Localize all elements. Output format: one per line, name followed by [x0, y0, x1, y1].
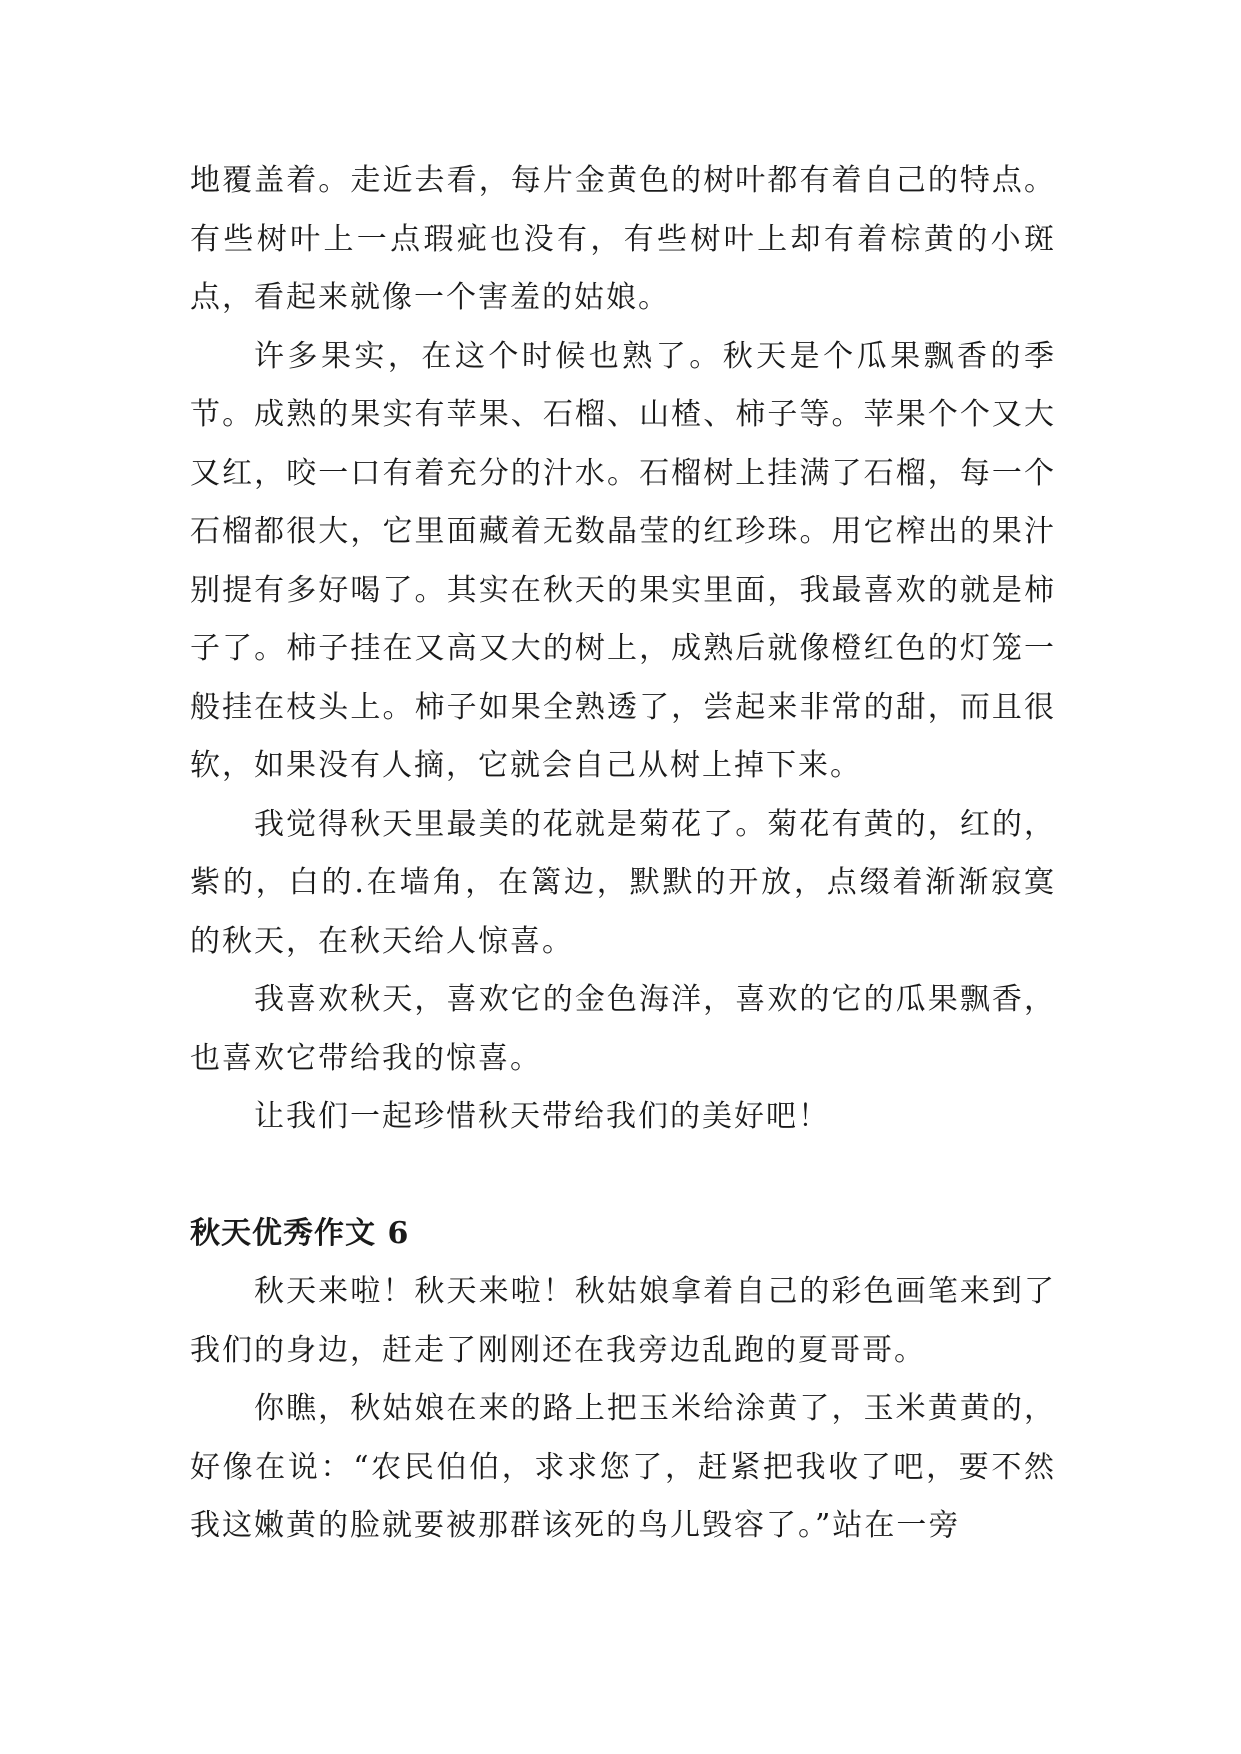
paragraph-4: 我喜欢秋天，喜欢它的金色海洋，喜欢的它的瓜果飘香，也喜欢它带给我的惊喜。 [190, 982, 1056, 1076]
paragraph-1: 地覆盖着。走近去看，每片金黄色的树叶都有着自己的特点。有些树叶上一点瑕疵也没有，有些树叶上却有着棕黄的小斑点，看起来就像一个害羞的姑娘。 [190, 163, 1056, 315]
paragraph-5: 让我们一起珍惜秋天带给我们的美好吧！ [254, 1099, 830, 1134]
paragraph-7: 你瞧，秋姑娘在来的路上把玉米给涂黄了，玉米黄黄的，好像在说：“农民伯伯，求求您了，赶紧把我收了吧，要不然我这嫩黄的脸就要被那群该死的鸟儿毁容了。”站在一旁 [190, 1391, 1056, 1543]
paragraph-2: 许多果实，在这个时候也熟了。秋天是个瓜果飘香的季节。成熟的果实有苹果、石榴、山楂、柿子等。苹果个个又大又红，咬一口有着充分的汁水。石榴树上挂满了石榴，每一个石榴都很大，它里面藏着无数晶莹的红珍珠。用它榨出的果汁别提有多好喝了。其实在秋天的果实里面，我最喜欢的就是柿子了。柿子挂在又高又大的树上，成熟后就像橙红色的灯笼一般挂在枝头上。柿子如果全熟透了，尝起来非常的甜，而且很软，如果没有人摘，它就会自己从树上掉下来。 [190, 338, 1056, 783]
section-title: 秋天优秀作文 6 [190, 1215, 410, 1251]
paragraph-3: 我觉得秋天里最美的花就是菊花了。菊花有黄的，红的，紫的，白的.在墙角，在篱边，默默的开放，点缀着渐渐寂寞的秋天，在秋天给人惊喜。 [190, 806, 1056, 959]
document-body [190, 152, 1056, 1556]
paragraph-6: 秋天来啦！秋天来啦！秋姑娘拿着自己的彩色画笔来到了我们的身边，赶走了刚刚还在我旁边乱跑的夏哥哥。 [190, 1274, 1056, 1368]
